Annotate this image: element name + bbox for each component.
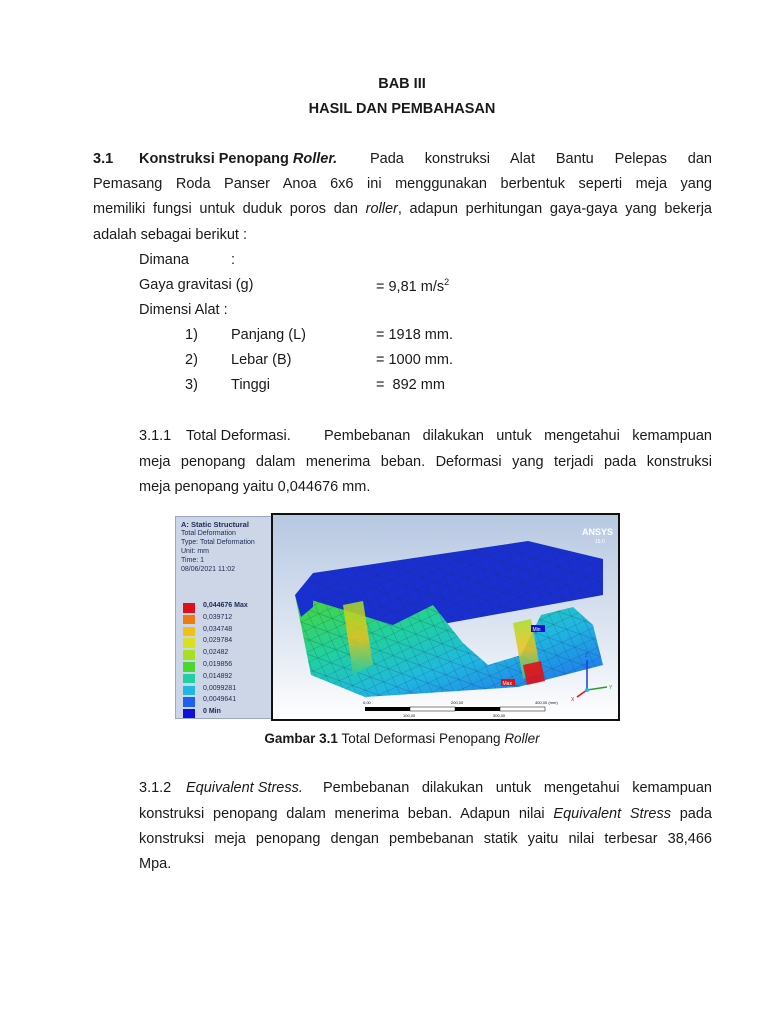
item-1-label: Panjang (L) (231, 327, 306, 343)
svg-text:Z: Z (585, 653, 589, 659)
item-2-label: Lebar (B) (231, 352, 292, 368)
section-3-1-2-line2: konstruksi penopang dalam menerima beban. Adapun nilai Equivalent Stress pada (139, 806, 713, 822)
item-2-number: 2) (185, 352, 198, 368)
gravity-value: = 9,81 $m/s^2$ (376, 277, 450, 295)
section-3-1-heading: Konstruksi Penopang Roller. (139, 151, 338, 167)
color-scale-swatch (183, 662, 195, 672)
section-3-1-line4: adalah sebagai berikut : (93, 227, 247, 243)
color-scale-swatch (183, 686, 195, 696)
color-scale-label: 0,034748 (203, 625, 233, 633)
section-3-1-2-line4: Mpa. (139, 856, 172, 872)
color-scale-label: 0,019856 (203, 661, 233, 668)
min-tag-label: Min (532, 627, 541, 633)
dimensi-label: Dimensi Alat : (139, 302, 228, 318)
ruler-label: 0,00 (363, 700, 371, 705)
ansys-version: 15.0 (595, 539, 605, 545)
color-scale-label: 0,029784 (203, 637, 233, 645)
legend-line: Type: Total Deformation (181, 539, 255, 546)
section-3-1-line3: memiliki fungsi untuk duduk poros dan roller, adapun perhitungan gaya-gaya yang bekerja (93, 201, 712, 217)
ansys-logo: ANSYS (582, 527, 614, 537)
item-3-value: = 892 mm (376, 377, 445, 393)
legend-line: Time: 1 (181, 557, 205, 564)
color-scale-swatch (183, 709, 195, 719)
svg-text:X: X (571, 697, 575, 703)
item-3-number: 3) (185, 377, 198, 393)
section-3-1-1-number: 3.1.1 (139, 428, 172, 444)
ruler-label: 100,00 (403, 713, 416, 718)
legend-line: Unit: mm (181, 548, 209, 555)
fea-model-render (273, 515, 618, 719)
legend-line: Total Deformation (181, 530, 236, 537)
color-scale-label: 0,039712 (203, 613, 233, 621)
max-tag-label: Max (502, 681, 512, 687)
legend-title: A: Static Structural (181, 520, 249, 529)
section-3-1-line1: Pada konstruksi Alat Bantu Pelepas dan (370, 151, 712, 167)
color-scale-swatch (183, 627, 195, 637)
figure-caption: Gambar 3.1 Total Deformasi Penopang Roller (264, 731, 540, 746)
figure-total-deformation (175, 513, 621, 721)
dimana-label: Dimana (139, 252, 189, 268)
color-scale-swatch (183, 615, 195, 625)
fea-viewport (271, 513, 620, 721)
legend-line: 08/06/2021 11:02 (181, 566, 235, 573)
item-3-label: Tinggi (231, 377, 270, 393)
color-scale-label: 0 Min (203, 708, 221, 716)
color-scale-label: 0,014892 (203, 672, 233, 680)
section-3-1-1-title: Total Deformasi. (186, 428, 291, 444)
item-2-value: = 1000 mm. (376, 352, 453, 368)
scale-ruler (363, 700, 558, 718)
section-3-1-2-number: 3.1.2 (139, 780, 172, 796)
section-3-1-2-line1: Pembebanan dilakukan untuk mengetahui kemampuan (323, 780, 712, 796)
section-3-1-1-line3: meja penopang yaitu 0,044676 mm. (139, 479, 371, 495)
color-scale-swatch (183, 603, 195, 613)
chapter-title: HASIL DAN PEMBAHASAN (308, 101, 496, 117)
color-scale-label: 0,044676 Max (203, 602, 248, 609)
svg-text:Y: Y (609, 685, 613, 691)
color-scale-swatch (183, 650, 195, 660)
section-3-1-2-line3: konstruksi meja penopang dengan pembebanan statik yaitu nilai terbesar 38,466 (139, 831, 712, 847)
color-scale-label: 0,0099281 (203, 684, 237, 692)
color-scale-label: 0,0049641 (203, 696, 237, 704)
section-3-1-1-line1: Pembebanan dilakukan untuk mengetahui kemampuan (324, 428, 712, 444)
color-scale-label: 0,02482 (203, 649, 229, 657)
color-scale-swatch (183, 674, 195, 684)
section-3-1-2-title: Equivalent Stress. (186, 780, 303, 796)
ruler-label: 300,00 (493, 713, 506, 718)
color-scale-swatch (183, 697, 195, 707)
dimana-colon: : (231, 252, 236, 268)
section-3-1-line2: Pemasang Roda Panser Anoa 6x6 ini menggunakan berbentuk seperti meja yang (93, 176, 712, 192)
item-1-value: = 1918 mm. (376, 327, 453, 343)
ruler-label: 400,00 (mm) (535, 700, 558, 705)
gravity-label: Gaya gravitasi (g) (139, 277, 254, 293)
section-3-1-number: 3.1 (93, 151, 114, 167)
section-3-1-1-line2: meja penopang dalam menerima beban. Deformasi yang terjadi pada konstruksi (139, 454, 712, 470)
color-scale-swatch (183, 638, 195, 648)
item-1-number: 1) (185, 327, 198, 343)
ruler-label: 200,00 (451, 700, 464, 705)
chapter-label: BAB III (378, 76, 426, 92)
legend-panel (175, 516, 273, 719)
